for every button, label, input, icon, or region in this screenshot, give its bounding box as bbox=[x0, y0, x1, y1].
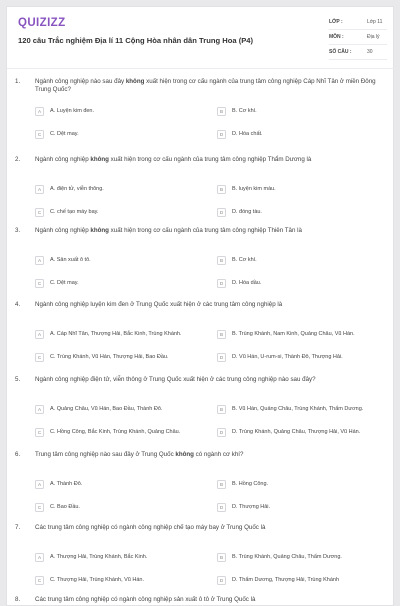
option-letter-box: A bbox=[35, 480, 44, 489]
option-text: D. Thẩm Dương, Thượng Hải, Trùng Khánh bbox=[232, 577, 340, 584]
option-text: D. Thượng Hải. bbox=[232, 504, 271, 511]
worksheet-header bbox=[7, 7, 395, 69]
quizizz-logo[interactable]: QUIZIZZ bbox=[18, 17, 66, 29]
meta-row-question-count bbox=[329, 45, 387, 60]
option-text: A. điện tử, viễn thông. bbox=[50, 186, 104, 193]
answer-option[interactable] bbox=[217, 205, 381, 220]
answer-option[interactable] bbox=[35, 402, 199, 417]
answer-option[interactable] bbox=[217, 477, 381, 492]
question-number: 6. bbox=[15, 451, 21, 458]
question-text bbox=[35, 78, 385, 95]
answer-option[interactable] bbox=[35, 500, 199, 515]
option-letter-box: B bbox=[217, 405, 226, 414]
answer-option[interactable] bbox=[35, 425, 199, 440]
option-letter-box: D bbox=[217, 353, 226, 362]
answer-option[interactable] bbox=[217, 104, 381, 119]
meta-row-subject bbox=[329, 30, 387, 45]
question-text-part: có ngành cơ khí? bbox=[193, 451, 244, 458]
option-letter-box: A bbox=[35, 185, 44, 194]
question-text-part: Ngành công nghiệp bbox=[35, 156, 91, 163]
option-text: D. Hóa dầu. bbox=[232, 280, 262, 287]
question-text-part: Ngành công nghiệp luyện kim đen ở Trung Quốc xuất hiện ở các trung tâm công nghiệp là bbox=[35, 301, 283, 308]
answer-option[interactable] bbox=[35, 550, 199, 565]
option-letter-box: A bbox=[35, 256, 44, 265]
question-number: 4. bbox=[15, 301, 21, 308]
question-text bbox=[35, 524, 385, 532]
answer-option[interactable] bbox=[35, 327, 199, 342]
option-text: A. Quảng Châu, Vũ Hán, Bao Đầu, Thành Đô. bbox=[50, 406, 163, 413]
question-text bbox=[35, 156, 385, 164]
option-text: D. Trùng Khánh, Quảng Châu, Thượng Hải, Vũ Hán. bbox=[232, 429, 361, 436]
question-text-part: Ngành công nghiệp điện tử, viễn thông ở Trung Quốc xuất hiện ở các trung công nghiệp nào sau đây? bbox=[35, 376, 316, 383]
worksheet-meta bbox=[329, 15, 387, 60]
option-letter-box: B bbox=[217, 256, 226, 265]
option-text: C. chế tạo máy bay. bbox=[50, 209, 99, 216]
option-letter-box: B bbox=[217, 185, 226, 194]
question-text-emphasis: không bbox=[90, 156, 109, 163]
answer-option[interactable] bbox=[217, 402, 381, 417]
answer-option[interactable] bbox=[217, 327, 381, 342]
option-text: A. Cáp Nhĩ Tân, Thượng Hải, Bắc Kinh, Trùng Khánh. bbox=[50, 331, 182, 338]
option-text: D. đóng tàu. bbox=[232, 209, 262, 216]
option-letter-box: B bbox=[217, 480, 226, 489]
answer-option[interactable] bbox=[35, 182, 199, 197]
option-text: B. Trùng Khánh, Quảng Châu, Thẩm Dương. bbox=[232, 554, 342, 561]
question-text-emphasis: không bbox=[125, 78, 145, 85]
option-text: C. Bao Đầu. bbox=[50, 504, 80, 511]
question-text-part: xuất hiện trong cơ cấu ngành của trung tâm công nghiệp Thẩm Dương là bbox=[108, 156, 312, 163]
meta-row-grade bbox=[329, 15, 387, 30]
option-letter-box: D bbox=[217, 130, 226, 139]
question-text-part: Ngành công nghiệp nào sau đây bbox=[35, 78, 126, 85]
answer-option[interactable] bbox=[35, 350, 199, 365]
option-text: D. Vũ Hán, U-rum-si, Thành Đô, Thượng Hải. bbox=[232, 354, 343, 361]
option-text: B. Hồng Công. bbox=[232, 481, 269, 488]
answer-option[interactable] bbox=[217, 425, 381, 440]
question-text-part: Các trung tâm công nghiệp có ngành công nghiệp sản xuất ô tô ở Trung Quốc là bbox=[35, 596, 256, 603]
option-letter-box: D bbox=[217, 279, 226, 288]
answer-option[interactable] bbox=[217, 550, 381, 565]
option-text: B. luyện kim màu. bbox=[232, 186, 276, 193]
option-text: D. Hóa chất. bbox=[232, 131, 263, 138]
option-letter-box: D bbox=[217, 576, 226, 585]
option-text: B. Cơ khí. bbox=[232, 108, 257, 115]
option-letter-box: C bbox=[35, 503, 44, 512]
question-number: 1. bbox=[15, 78, 21, 85]
answer-option[interactable] bbox=[217, 182, 381, 197]
meta-value: Lớp 11 bbox=[367, 19, 383, 25]
option-letter-box: C bbox=[35, 428, 44, 437]
option-text: C. Trùng Khánh, Vũ Hán, Thượng Hải, Bao Đầu. bbox=[50, 354, 169, 361]
answer-option[interactable] bbox=[35, 253, 199, 268]
meta-value: Địa lý bbox=[367, 34, 380, 40]
option-letter-box: D bbox=[217, 208, 226, 217]
answer-option[interactable] bbox=[217, 573, 381, 588]
answer-option[interactable] bbox=[217, 127, 381, 142]
answer-option[interactable] bbox=[35, 205, 199, 220]
meta-value: 30 bbox=[367, 49, 373, 55]
option-text: A. Thành Đô. bbox=[50, 481, 83, 488]
answer-option[interactable] bbox=[217, 253, 381, 268]
question-number: 2. bbox=[15, 156, 21, 163]
question-text bbox=[35, 376, 385, 384]
answer-option[interactable] bbox=[35, 104, 199, 119]
option-letter-box: A bbox=[35, 405, 44, 414]
option-letter-box: B bbox=[217, 330, 226, 339]
answer-option[interactable] bbox=[217, 500, 381, 515]
option-letter-box: C bbox=[35, 130, 44, 139]
option-letter-box: B bbox=[217, 107, 226, 116]
worksheet-title: 120 câu Trắc nghiệm Địa lí 11 Cộng Hòa nhân dân Trung Hoa (P4) bbox=[18, 36, 254, 45]
answer-option[interactable] bbox=[35, 573, 199, 588]
option-letter-box: D bbox=[217, 503, 226, 512]
question-text-part: Ngành công nghiệp bbox=[35, 227, 91, 234]
option-text: A. Thượng Hải, Trùng Khánh, Bắc Kinh. bbox=[50, 554, 148, 561]
option-letter-box: C bbox=[35, 279, 44, 288]
option-text: B. Cơ khí. bbox=[232, 257, 257, 264]
option-letter-box: C bbox=[35, 353, 44, 362]
answer-option[interactable] bbox=[217, 276, 381, 291]
question-text-part: Các trung tâm công nghiệp có ngành công nghiệp chế tạo máy bay ở Trung Quốc là bbox=[35, 524, 266, 531]
option-text: A. Luyện kim đen. bbox=[50, 108, 95, 115]
answer-option[interactable] bbox=[35, 276, 199, 291]
option-letter-box: C bbox=[35, 576, 44, 585]
question-text-part: xuất hiện trong cơ cấu ngành của trung tâm công nghiệp Cáp Nhĩ Tân ở miền Đông Trung Quốc? bbox=[35, 78, 376, 94]
question-number: 7. bbox=[15, 524, 21, 531]
question-text-part: Trung tâm công nghiệp nào sau đây ở Trung Quốc bbox=[35, 451, 176, 458]
answer-option[interactable] bbox=[217, 350, 381, 365]
question-text-emphasis: không bbox=[175, 451, 194, 458]
question-text bbox=[35, 451, 385, 459]
question-number: 8. bbox=[15, 596, 21, 603]
worksheet-page bbox=[6, 6, 394, 606]
meta-label: MÔN : bbox=[329, 34, 344, 40]
option-letter-box: A bbox=[35, 107, 44, 116]
option-letter-box: B bbox=[217, 553, 226, 562]
answer-option[interactable] bbox=[35, 477, 199, 492]
option-text: C. Hồng Công, Bắc Kinh, Trùng Khánh, Quảng Châu. bbox=[50, 429, 181, 436]
question-text bbox=[35, 227, 385, 235]
question-text-emphasis: không bbox=[90, 227, 109, 234]
question-text bbox=[35, 596, 385, 604]
question-text-part: xuất hiện trong cơ cấu ngành của trung tâm công nghiệp Thiên Tân là bbox=[108, 227, 302, 234]
option-text: C. Thượng Hải, Trùng Khánh, Vũ Hán. bbox=[50, 577, 145, 584]
option-letter-box: C bbox=[35, 208, 44, 217]
option-letter-box: A bbox=[35, 330, 44, 339]
meta-label: SỐ CÂU : bbox=[329, 49, 352, 55]
option-text: C. Dệt may. bbox=[50, 131, 79, 138]
question-text bbox=[35, 301, 385, 309]
option-text: A. Sản xuất ô tô. bbox=[50, 257, 91, 264]
answer-option[interactable] bbox=[35, 127, 199, 142]
option-text: C. Dệt may. bbox=[50, 280, 79, 287]
option-letter-box: A bbox=[35, 553, 44, 562]
meta-label: LỚP : bbox=[329, 19, 343, 25]
question-number: 3. bbox=[15, 227, 21, 234]
option-letter-box: D bbox=[217, 428, 226, 437]
option-text: B. Trùng Khánh, Nam Kinh, Quảng Châu, Vũ Hán. bbox=[232, 331, 355, 338]
question-number: 5. bbox=[15, 376, 21, 383]
option-text: B. Vũ Hán, Quảng Châu, Trùng Khánh, Thẩm Dương. bbox=[232, 406, 364, 413]
